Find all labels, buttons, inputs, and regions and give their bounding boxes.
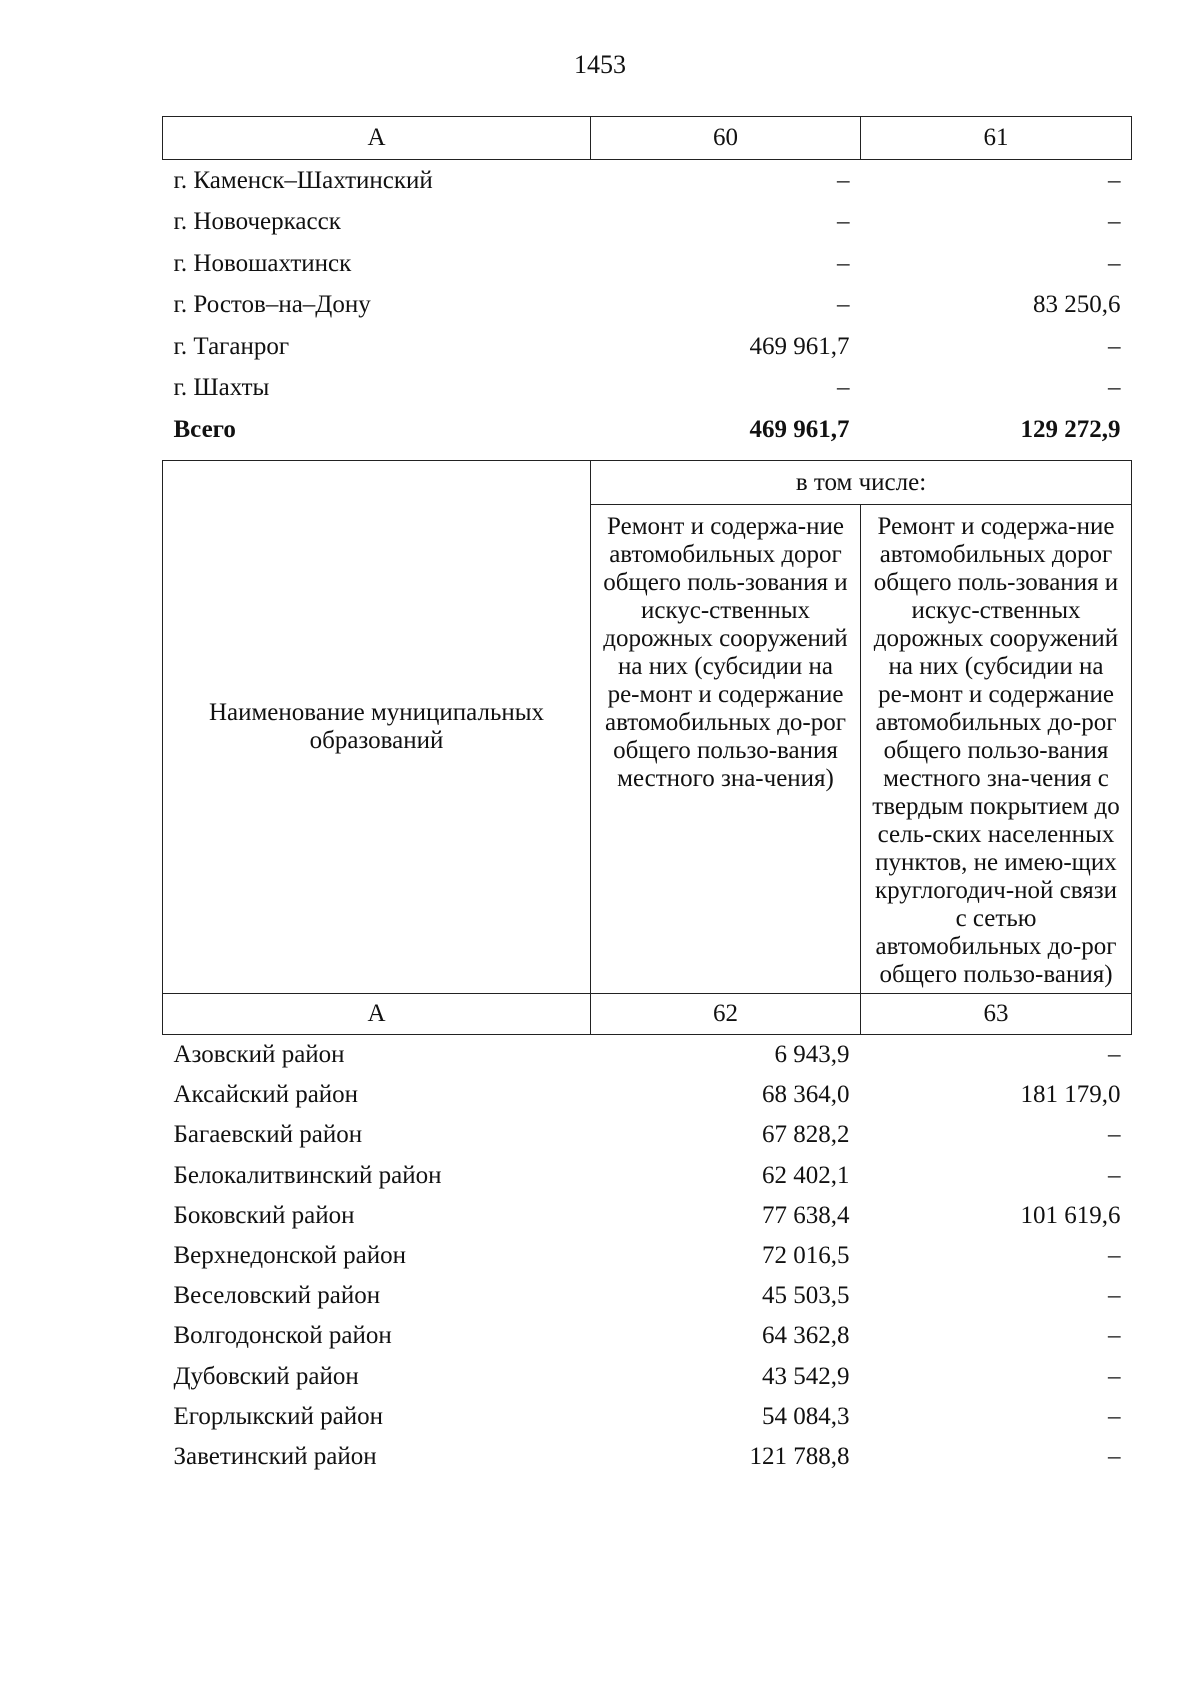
value-col-61: – [1108,249,1121,277]
column-header-62-description: Ремонт и содержа-ние автомобильных дорог общего поль-зования и искус-ственных дорожных сооружений на них (субсидии на ре-монт и содержание автомобильных до-рог общего пользо-вания местного зна-чения) [591,505,861,994]
table-row [163,1236,1132,1276]
value-col-60: – [837,249,850,277]
municipality-name-header: Наименование муниципальных образований [163,461,591,994]
total-row [163,409,1132,451]
municipality-name: Верхнедонской район [173,1242,406,1270]
column-index-row [163,994,1132,1035]
table-row [163,326,1132,368]
municipality-name: г. Новочеркасск [173,208,341,236]
value-col-60: – [837,374,850,402]
value-col-60: – [837,291,850,319]
value-col-62: 121 788,8 [749,1442,850,1470]
value-col-62: 77 638,4 [762,1201,850,1229]
municipality-name: Азовский район [173,1041,345,1069]
value-col-62: 43 542,9 [762,1362,850,1390]
table-row [163,1276,1132,1316]
column-index-a: А [163,994,591,1035]
value-col-60: – [837,208,850,236]
column-header-60: 60 [591,117,861,160]
municipality-name: г. Новошахтинск [173,249,352,277]
municipality-name: Заветинский район [173,1442,377,1470]
value-col-63: – [1108,1322,1121,1350]
value-col-63: – [1108,1041,1121,1069]
table-row [163,1075,1132,1115]
table-row [163,202,1132,244]
value-col-61: – [1108,166,1121,194]
municipality-name: г. Каменск–Шахтинский [173,166,433,194]
table-row [163,1156,1132,1196]
table-row [163,368,1132,410]
column-header-63-description: Ремонт и содержа-ние автомобильных дорог общего поль-зования и искус-ственных дорожных сооружений на них (субсидии на ре-монт и содержание автомобильных до-рог общего пользо-вания местного зна-чения с твердым покрытием до сель-ских населенных пунктов, не имею-щих круглогодич-ной связи с сетью автомобильных до-рог общего пользо-вания) [861,505,1132,994]
municipality-name: г. Шахты [173,374,270,402]
value-col-62: 67 828,2 [762,1121,850,1149]
value-col-61: – [1108,332,1121,360]
value-col-62: 64 362,8 [762,1322,850,1350]
municipality-name: Багаевский район [173,1121,363,1149]
value-col-62: 6 943,9 [774,1041,850,1069]
value-col-63: – [1108,1402,1121,1430]
table-row [163,1035,1132,1076]
value-col-61: – [1108,374,1121,402]
municipality-name: г. Таганрог [173,332,290,360]
value-col-61: 129 272,9 [1020,415,1121,443]
value-col-61: – [1108,208,1121,236]
value-col-61: 83 250,6 [1033,291,1121,319]
table-body [163,1035,1132,1478]
table-row [163,1437,1132,1477]
value-col-63: – [1108,1362,1121,1390]
municipality-name: Егорлыкский район [173,1402,383,1430]
column-index-63: 63 [861,994,1132,1035]
value-col-60: 469 961,7 [749,332,850,360]
value-col-62: 45 503,5 [762,1282,850,1310]
table-body [163,160,1132,451]
value-col-63: 101 619,6 [1020,1201,1121,1229]
table-section-1 [162,116,1132,451]
value-col-63: 181 179,0 [1020,1081,1121,1109]
including-group-header: в том числе: [591,461,1132,505]
table-row [163,160,1132,202]
municipality-name: Белокалитвинский район [173,1161,442,1189]
table-row [163,1357,1132,1397]
value-col-63: – [1108,1121,1121,1149]
municipality-name: Дубовский район [173,1362,359,1390]
page-number: 1453 [574,50,626,79]
value-col-62: 72 016,5 [762,1242,850,1270]
table-row [163,1397,1132,1437]
value-col-63: – [1108,1442,1121,1470]
table-row [163,1196,1132,1236]
municipality-name: Веселовский район [173,1282,381,1310]
municipality-name: г. Ростов–на–Дону [173,291,371,319]
column-index-62: 62 [591,994,861,1035]
value-col-62: 68 364,0 [762,1081,850,1109]
value-col-60: – [837,166,850,194]
column-header-a: А [163,117,591,160]
value-col-63: – [1108,1282,1121,1310]
table-section-2 [162,460,1132,1477]
table-row [163,285,1132,327]
value-col-62: 54 084,3 [762,1402,850,1430]
value-col-63: – [1108,1242,1121,1270]
municipality-name: Аксайский район [173,1081,359,1109]
table-header-row [163,117,1132,160]
value-col-60: 469 961,7 [749,415,850,443]
municipality-name: Всего [173,415,236,443]
value-col-62: 62 402,1 [762,1161,850,1189]
municipality-name: Боковский район [173,1201,355,1229]
table-row [163,1115,1132,1155]
table-row [163,243,1132,285]
municipality-name: Волгодонской район [173,1322,392,1350]
column-header-61: 61 [861,117,1132,160]
table-row [163,1316,1132,1356]
value-col-63: – [1108,1161,1121,1189]
